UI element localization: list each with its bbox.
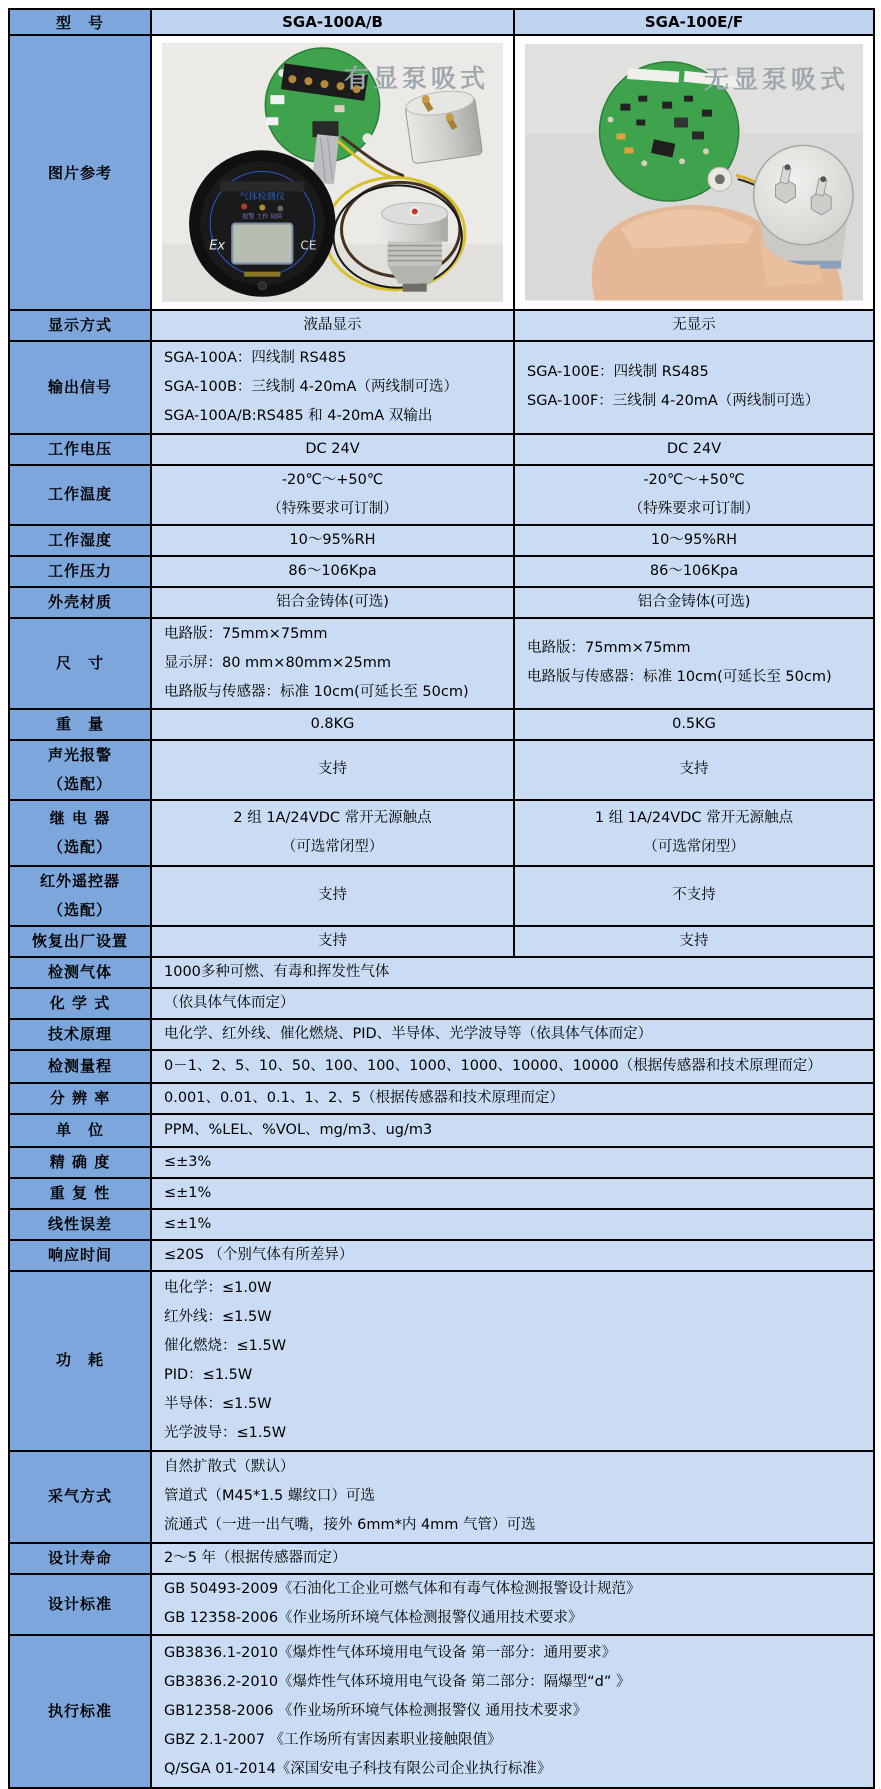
row-value-working-temperature: -20℃～+50℃ （特殊要求可订制） (514, 465, 874, 525)
row-value-factory-reset: 支持 (151, 926, 514, 957)
row-value-working-voltage: DC 24V (514, 434, 874, 465)
row-label-technical-principle: 技术原理 (9, 1019, 151, 1050)
spec-row-output-signal (9, 341, 874, 434)
ce-mark-text: CE (300, 238, 317, 253)
led-labels-text: 报警 工作 故障 (242, 213, 283, 221)
pump-cylinder (405, 88, 483, 164)
row-label-detected-gas: 检测气体 (9, 957, 151, 988)
row-value-sound-light-alarm: 支持 (151, 740, 514, 800)
product-photo-sga100ab (162, 43, 503, 302)
row-value-power-consumption: 电化学：≤1.0W 红外线：≤1.5W 催化燃烧：≤1.5W PID：≤1.5W 半导体：≤1.5W 光学波导：≤1.5W (151, 1271, 874, 1451)
row-value-dimensions: 电路版：75mm×75mm 电路版与传感器：标准 10cm(可延长至 50cm) (514, 618, 874, 709)
row-label-display-mode: 显示方式 (9, 310, 151, 341)
row-value-working-pressure: 86～106Kpa (514, 556, 874, 587)
row-value-ir-remote: 不支持 (514, 866, 874, 926)
row-label-relay: 继 电 器 （选配） (9, 800, 151, 866)
gas-detector-face (189, 150, 335, 296)
spec-row-detection-range (9, 1050, 874, 1083)
model-header-label: 型 号 (9, 9, 151, 35)
row-value-working-voltage: DC 24V (151, 434, 514, 465)
row-value-display-mode: 无显示 (514, 310, 874, 341)
row-label-dimensions: 尺 寸 (9, 618, 151, 709)
row-value-response-time: ≤20S （个别气体有所差异） (151, 1240, 874, 1271)
row-value-working-humidity: 10～95%RH (514, 525, 874, 556)
row-label-working-humidity: 工作湿度 (9, 525, 151, 556)
row-label-execution-standard: 执行标准 (9, 1635, 151, 1788)
spec-row-execution-standard (9, 1635, 874, 1788)
spec-row-factory-reset (9, 926, 874, 957)
row-label-resolution: 分 辨 率 (9, 1083, 151, 1114)
ex-mark-text: Ex (209, 238, 226, 254)
spec-row-unit (9, 1114, 874, 1147)
spec-row-design-standard (9, 1574, 874, 1635)
row-label-working-temperature: 工作温度 (9, 465, 151, 525)
row-label-ir-remote: 红外遥控器 （选配） (9, 866, 151, 926)
row-label-sampling-method: 采气方式 (9, 1451, 151, 1543)
row-value-working-temperature: -20℃～+50℃ （特殊要求可订制） (151, 465, 514, 525)
spec-row-working-voltage (9, 434, 874, 465)
row-value-design-life: 2～5 年（根据传感器而定） (151, 1543, 874, 1574)
row-value-output-signal: SGA-100A：四线制 RS485 SGA-100B：三线制 4-20mA（两线制可选） SGA-100A/B:RS485 和 4-20mA 双输出 (151, 341, 514, 434)
row-value-sampling-method: 自然扩散式（默认） 管道式（M45*1.5 螺纹口）可选 流通式（一进一出气嘴，接外 6mm*内 4mm 气管）可选 (151, 1451, 874, 1543)
spec-table-body (9, 35, 874, 1788)
spec-row-resolution (9, 1083, 874, 1114)
row-label-chemical-formula: 化 学 式 (9, 988, 151, 1019)
row-label-response-time: 响应时间 (9, 1240, 151, 1271)
row-label-sound-light-alarm: 声光报警 （选配） (9, 740, 151, 800)
row-value-working-pressure: 86～106Kpa (151, 556, 514, 587)
row-value-weight: 0.8KG (151, 709, 514, 740)
spec-row-relay (9, 800, 874, 866)
spec-row-working-humidity (9, 525, 874, 556)
spec-row-weight (9, 709, 874, 740)
row-value-chemical-formula: （依具体气体而定） (151, 988, 874, 1019)
spec-sheet (8, 8, 875, 1789)
row-label-weight: 重 量 (9, 709, 151, 740)
product-photo-sga100ef (525, 44, 863, 300)
photo-cell-sga100ab (151, 35, 514, 310)
row-label-factory-reset: 恢复出厂设置 (9, 926, 151, 957)
spec-row-dimensions (9, 618, 874, 709)
photo-cell-sga100ef (514, 35, 874, 310)
row-value-working-humidity: 10～95%RH (151, 525, 514, 556)
spec-row-display-mode (9, 310, 874, 341)
row-value-ir-remote: 支持 (151, 866, 514, 926)
row-value-linearity-error: ≤±1% (151, 1209, 874, 1240)
row-label-design-life: 设计寿命 (9, 1543, 151, 1574)
row-value-shell-material: 铝合金铸体(可选) (514, 587, 874, 618)
row-label-linearity-error: 线性误差 (9, 1209, 151, 1240)
row-value-detection-range: 0－1、2、5、10、50、100、100、1000、1000、10000、10000（根据传感器和技术原理而定） (151, 1050, 874, 1083)
spec-row-technical-principle (9, 1019, 874, 1050)
row-value-sound-light-alarm: 支持 (514, 740, 874, 800)
device-title-text: 气体检测仪 (239, 192, 285, 203)
spec-row-linearity-error (9, 1209, 874, 1240)
row-value-detected-gas: 1000多种可燃、有毒和挥发性气体 (151, 957, 874, 988)
spec-row-chemical-formula (9, 988, 874, 1019)
spec-row-working-pressure (9, 556, 874, 587)
row-label-power-consumption: 功 耗 (9, 1271, 151, 1451)
row-value-unit: PPM、%LEL、%VOL、mg/m3、ug/m3 (151, 1114, 874, 1147)
spec-row-response-time (9, 1240, 874, 1271)
spec-row-accuracy (9, 1147, 874, 1178)
spec-row-repeatability (9, 1178, 874, 1209)
row-value-repeatability: ≤±1% (151, 1178, 874, 1209)
row-value-dimensions: 电路版：75mm×75mm 显示屏：80 mm×80mm×25mm 电路版与传感器：标准 10cm(可延长至 50cm) (151, 618, 514, 709)
spec-row-shell-material (9, 587, 874, 618)
watermark-left: 有显泵吸式 (343, 64, 489, 93)
row-value-output-signal: SGA-100E：四线制 RS485 SGA-100F：三线制 4-20mA（两线制可选） (514, 341, 874, 434)
row-value-design-standard: GB 50493-2009《石油化工企业可燃气体和有毒气体检测报警设计规范》 GB 12358-2006《作业场所环境气体检测报警仪通用技术要求》 (151, 1574, 874, 1635)
row-value-display-mode: 液晶显示 (151, 310, 514, 341)
row-value-accuracy: ≤±3% (151, 1147, 874, 1178)
header-row (9, 9, 874, 35)
row-label-repeatability: 重 复 性 (9, 1178, 151, 1209)
spec-row-detected-gas (9, 957, 874, 988)
spec-row-sound-light-alarm (9, 740, 874, 800)
spec-row-design-life (9, 1543, 874, 1574)
row-label-design-standard: 设计标准 (9, 1574, 151, 1635)
row-label-shell-material: 外壳材质 (9, 587, 151, 618)
row-value-technical-principle: 电化学、红外线、催化燃烧、PID、半导体、光学波导等（依具体气体而定） (151, 1019, 874, 1050)
model-name-sga100ef: SGA-100E/F (514, 9, 874, 35)
row-label-detection-range: 检测量程 (9, 1050, 151, 1083)
spec-row-sampling-method (9, 1451, 874, 1543)
row-label-accuracy: 精 确 度 (9, 1147, 151, 1178)
row-label-working-pressure: 工作压力 (9, 556, 151, 587)
row-value-execution-standard: GB3836.1-2010《爆炸性气体环境用电气设备 第一部分：通用要求》 GB3836.2-2010《爆炸性气体环境用电气设备 第二部分：隔爆型“d” 》 GB12358-2006 《作业场所环境气体检测报警仪 通用技术要求》 GBZ 2.1-2007 《工作场所有害因素职业接触限值》 Q/SGA 01-2014《深国安电子科技有限公司企业执行标准》 (151, 1635, 874, 1788)
spec-table (8, 8, 875, 1789)
image-reference-row (9, 35, 874, 310)
row-value-resolution: 0.001、0.01、0.1、1、2、5（根据传感器和技术原理而定） (151, 1083, 874, 1114)
row-value-factory-reset: 支持 (514, 926, 874, 957)
row-value-weight: 0.5KG (514, 709, 874, 740)
spec-row-power-consumption (9, 1271, 874, 1451)
watermark-right: 无显泵吸式 (703, 65, 849, 95)
row-label-output-signal: 输出信号 (9, 341, 151, 434)
row-value-relay: 1 组 1A/24VDC 常开无源触点 （可选常闭型） (514, 800, 874, 866)
row-value-shell-material: 铝合金铸体(可选) (151, 587, 514, 618)
row-value-relay: 2 组 1A/24VDC 常开无源触点 （可选常闭型） (151, 800, 514, 866)
row-label-working-voltage: 工作电压 (9, 434, 151, 465)
model-name-sga100ab: SGA-100A/B (151, 9, 514, 35)
row-label-unit: 单 位 (9, 1114, 151, 1147)
row-label-image-reference: 图片参考 (9, 35, 151, 310)
spec-row-ir-remote (9, 866, 874, 926)
spec-row-working-temperature (9, 465, 874, 525)
